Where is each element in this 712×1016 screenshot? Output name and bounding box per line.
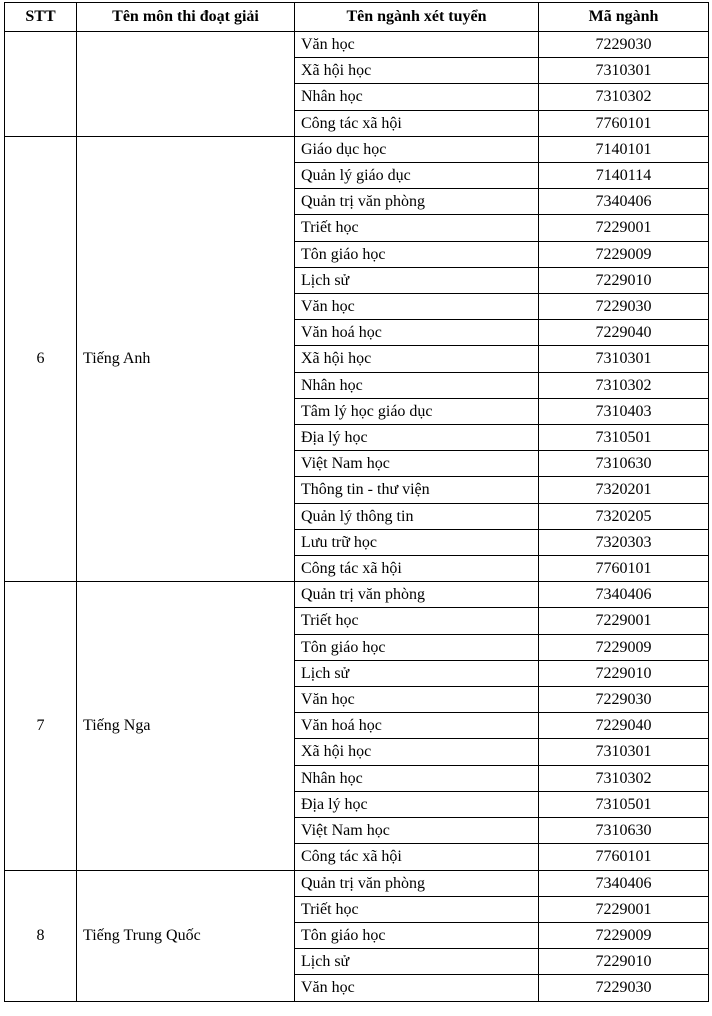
major-code: 7340406 <box>539 189 709 215</box>
group-stt: 6 <box>5 136 77 581</box>
major-name: Lịch sử <box>295 267 539 293</box>
major-name: Việt Nam học <box>295 451 539 477</box>
major-code: 7320303 <box>539 529 709 555</box>
major-code: 7760101 <box>539 556 709 582</box>
major-code: 7310630 <box>539 451 709 477</box>
table-row <box>5 582 709 608</box>
major-name: Lưu trữ học <box>295 529 539 555</box>
header-row <box>5 3 709 32</box>
major-code: 7229001 <box>539 608 709 634</box>
major-name: Thông tin - thư viện <box>295 477 539 503</box>
major-name: Văn học <box>295 32 539 58</box>
table-row <box>5 136 709 162</box>
major-name: Lịch sử <box>295 949 539 975</box>
group-subject: Tiếng Trung Quốc <box>77 870 295 1001</box>
major-name: Tôn giáo học <box>295 241 539 267</box>
major-name: Văn học <box>295 975 539 1001</box>
major-name: Tôn giáo học <box>295 922 539 948</box>
major-name: Nhân học <box>295 372 539 398</box>
major-code: 7229001 <box>539 215 709 241</box>
major-name: Quản lý thông tin <box>295 503 539 529</box>
major-code: 7229010 <box>539 267 709 293</box>
major-code: 7229009 <box>539 241 709 267</box>
header-subject: Tên môn thi đoạt giải <box>77 3 295 32</box>
major-code: 7320201 <box>539 477 709 503</box>
major-name: Tâm lý học giáo dục <box>295 398 539 424</box>
major-code: 7229030 <box>539 975 709 1001</box>
major-name: Quản trị văn phòng <box>295 870 539 896</box>
major-code: 7310302 <box>539 372 709 398</box>
major-name: Việt Nam học <box>295 818 539 844</box>
major-name: Quản trị văn phòng <box>295 582 539 608</box>
major-code: 7140101 <box>539 136 709 162</box>
major-code: 7760101 <box>539 844 709 870</box>
major-name: Xã hội học <box>295 58 539 84</box>
major-name: Nhân học <box>295 765 539 791</box>
major-code: 7229030 <box>539 32 709 58</box>
major-code: 7760101 <box>539 110 709 136</box>
major-code: 7140114 <box>539 163 709 189</box>
major-code: 7229010 <box>539 949 709 975</box>
major-name: Văn học <box>295 294 539 320</box>
major-name: Giáo dục học <box>295 136 539 162</box>
group-stt: 8 <box>5 870 77 1001</box>
major-code: 7310630 <box>539 818 709 844</box>
major-name: Công tác xã hội <box>295 844 539 870</box>
major-name: Công tác xã hội <box>295 556 539 582</box>
major-code: 7229009 <box>539 634 709 660</box>
major-code: 7340406 <box>539 582 709 608</box>
table-body <box>5 32 709 1002</box>
table-row <box>5 32 709 58</box>
major-code: 7310301 <box>539 346 709 372</box>
major-code: 7310302 <box>539 765 709 791</box>
major-name: Xã hội học <box>295 739 539 765</box>
major-name: Lịch sử <box>295 660 539 686</box>
major-code: 7310501 <box>539 791 709 817</box>
major-name: Tôn giáo học <box>295 634 539 660</box>
major-code: 7229010 <box>539 660 709 686</box>
major-name: Văn học <box>295 687 539 713</box>
group-subject <box>77 32 295 137</box>
major-code: 7340406 <box>539 870 709 896</box>
major-name: Văn hoá học <box>295 713 539 739</box>
major-name: Xã hội học <box>295 346 539 372</box>
major-name: Công tác xã hội <box>295 110 539 136</box>
major-code: 7310301 <box>539 739 709 765</box>
major-code: 7229030 <box>539 687 709 713</box>
major-name: Văn hoá học <box>295 320 539 346</box>
header-major: Tên ngành xét tuyển <box>295 3 539 32</box>
major-name: Nhân học <box>295 84 539 110</box>
table-row <box>5 870 709 896</box>
major-code: 7310302 <box>539 84 709 110</box>
major-code: 7229001 <box>539 896 709 922</box>
major-name: Quản lý giáo dục <box>295 163 539 189</box>
major-code: 7229040 <box>539 713 709 739</box>
major-name: Triết học <box>295 896 539 922</box>
group-stt <box>5 32 77 137</box>
major-code: 7310301 <box>539 58 709 84</box>
major-code: 7310403 <box>539 398 709 424</box>
table-header <box>5 3 709 32</box>
group-stt: 7 <box>5 582 77 870</box>
major-code: 7229040 <box>539 320 709 346</box>
admission-table <box>4 2 709 1002</box>
major-name: Quản trị văn phòng <box>295 189 539 215</box>
major-code: 7229030 <box>539 294 709 320</box>
major-name: Triết học <box>295 608 539 634</box>
group-subject: Tiếng Anh <box>77 136 295 581</box>
major-name: Địa lý học <box>295 791 539 817</box>
major-code: 7229009 <box>539 922 709 948</box>
major-code: 7310501 <box>539 425 709 451</box>
major-code: 7320205 <box>539 503 709 529</box>
major-name: Địa lý học <box>295 425 539 451</box>
header-code: Mã ngành <box>539 3 709 32</box>
group-subject: Tiếng Nga <box>77 582 295 870</box>
header-stt: STT <box>5 3 77 32</box>
major-name: Triết học <box>295 215 539 241</box>
